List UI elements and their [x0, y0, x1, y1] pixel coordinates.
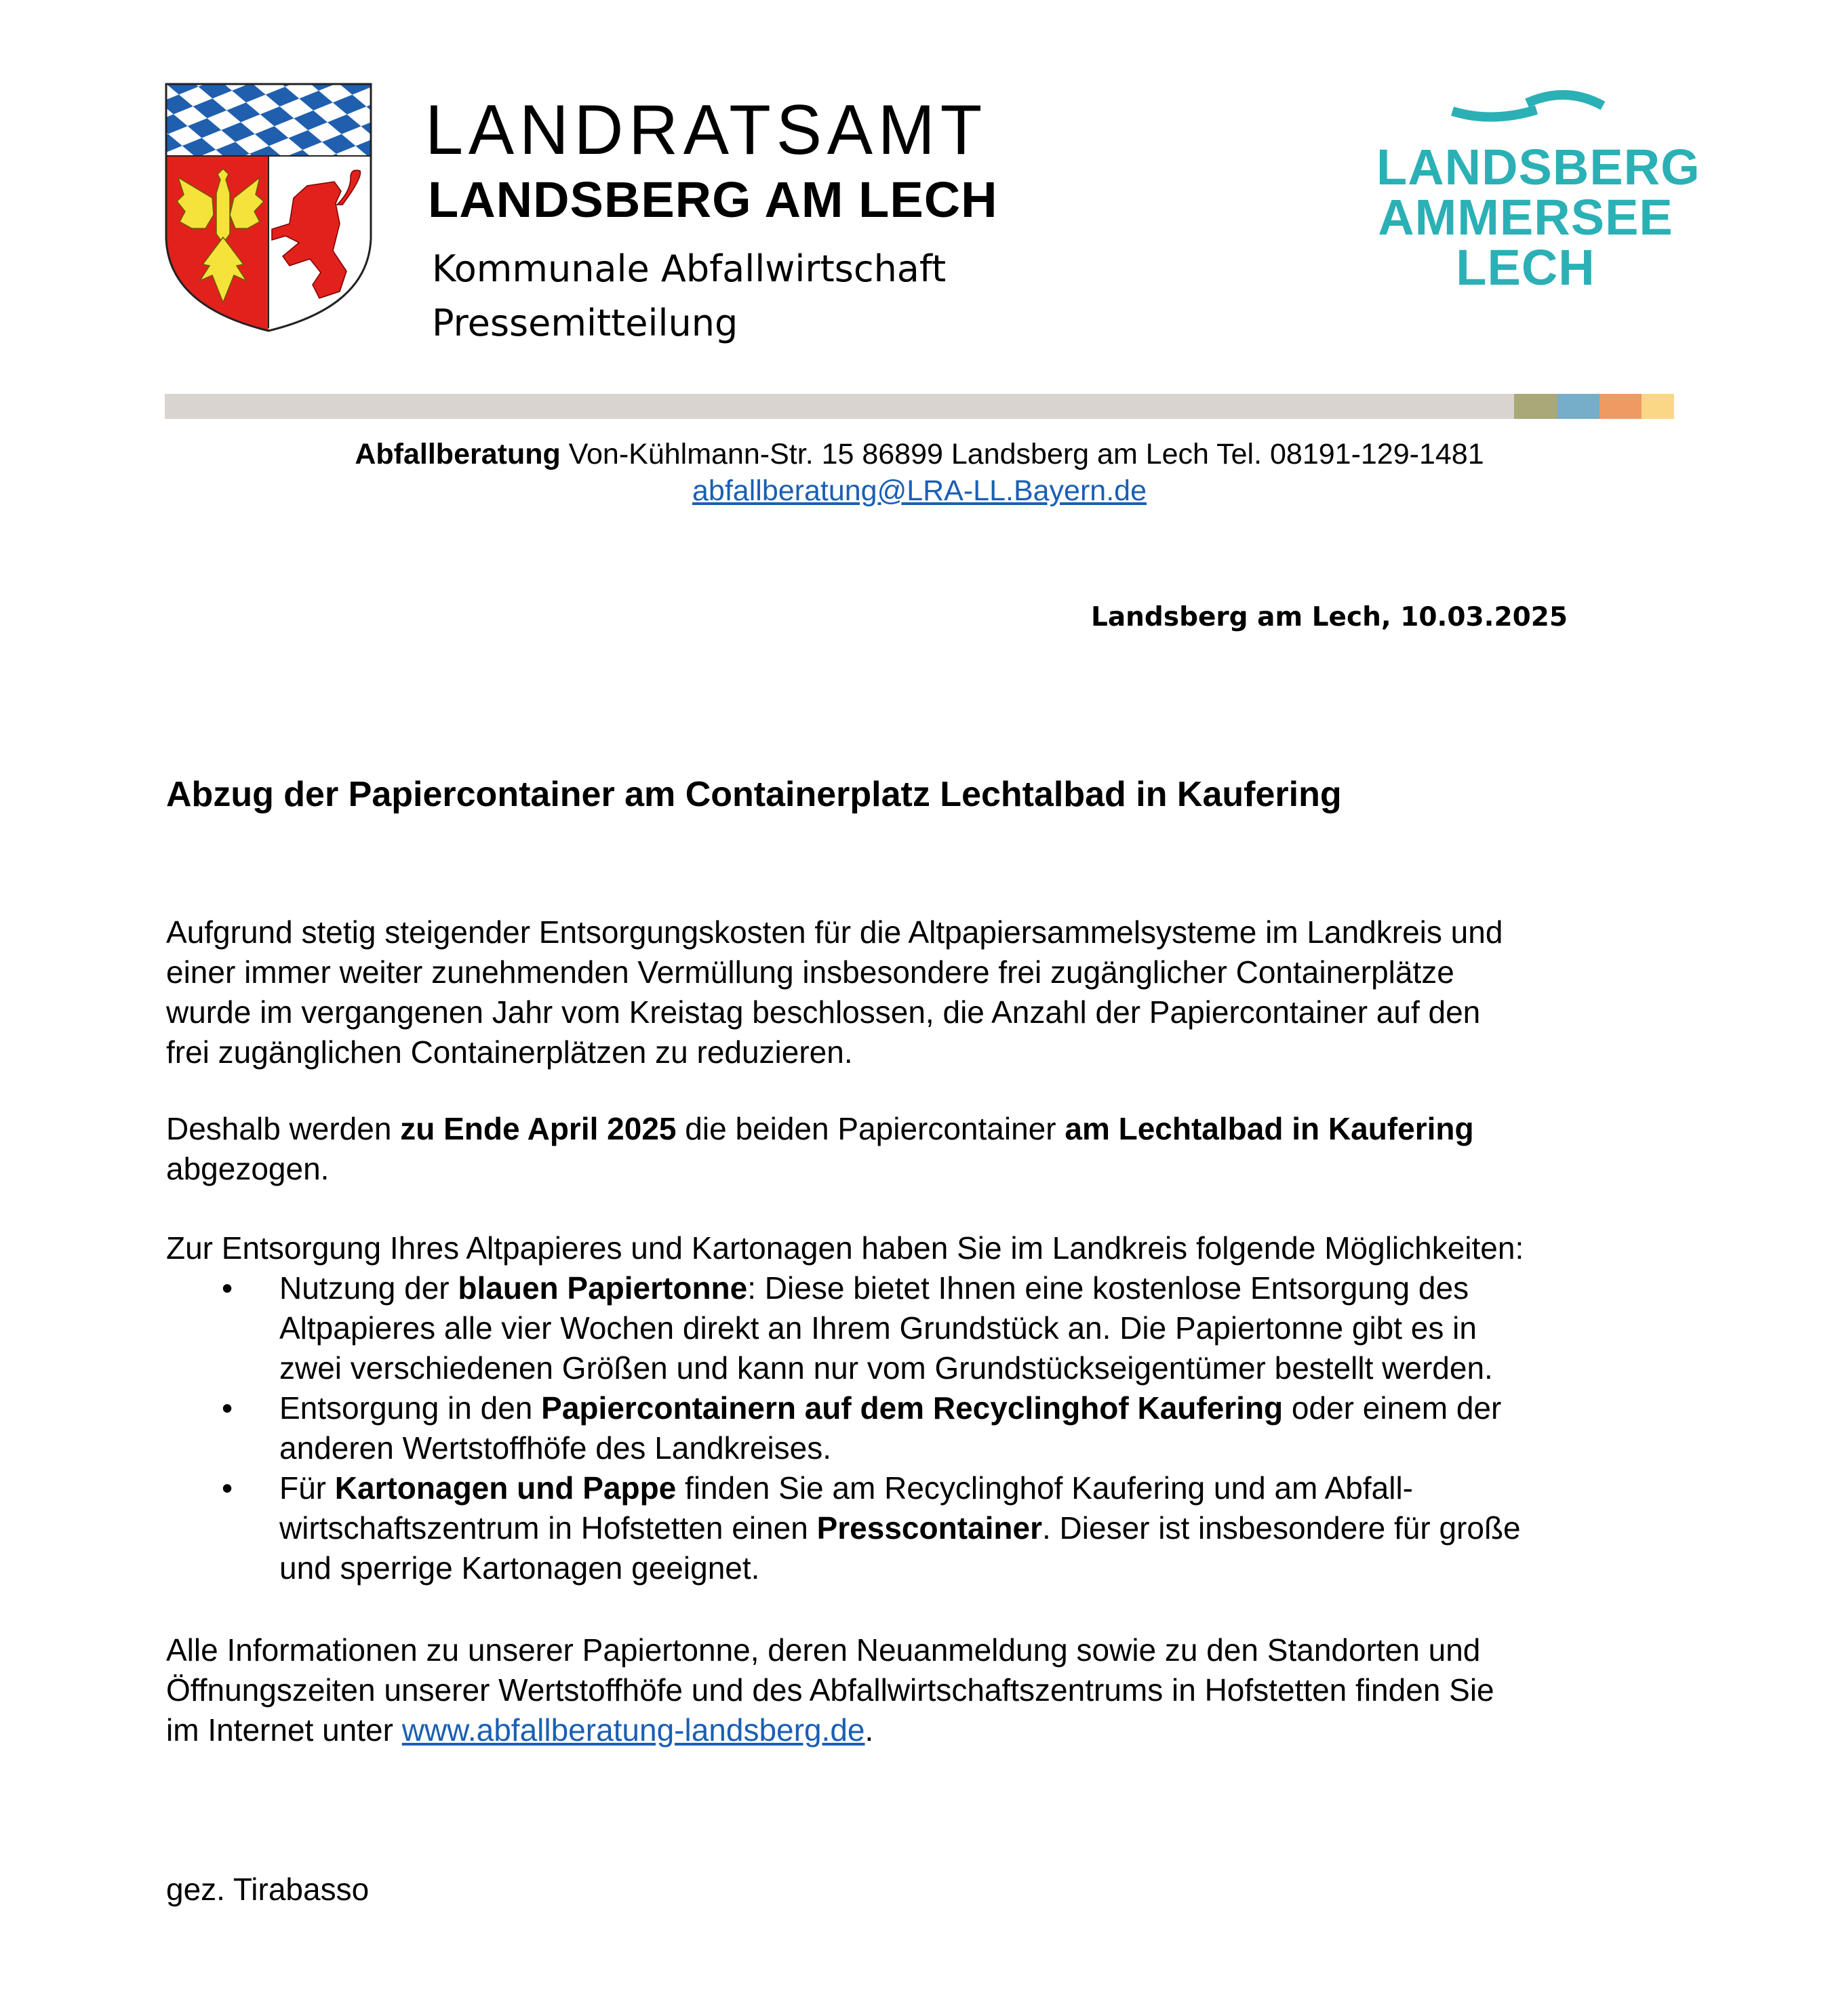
department-label: Kommunale Abfallwirtschaft — [432, 247, 947, 290]
paragraph-removal-notice — [166, 1109, 1685, 1189]
contact-block — [165, 436, 1674, 509]
press-release-headline: Abzug der Papiercontainer am Containerplatz Lechtalbad in Kaufering — [166, 775, 1342, 814]
bullet-icon: • — [222, 1470, 233, 1506]
text-span: die beiden Papiercontainer — [676, 1111, 1065, 1146]
colorbar-segment-yellow — [1642, 394, 1674, 419]
bullet-icon: • — [222, 1270, 233, 1306]
colorbar-segment-blue — [1557, 394, 1600, 419]
text-line: zwei verschiedenen Größen und kann nur vom Grundstückseigentümer bestellt werden. — [279, 1350, 1493, 1386]
wave-icon — [1376, 83, 1675, 137]
text-span: Entsorgung in den — [279, 1390, 542, 1426]
contact-label: Abfallberatung — [355, 438, 561, 470]
bold-span: Presscontainer — [816, 1510, 1042, 1546]
list-item — [166, 1268, 1685, 1388]
text-line: einer immer weiter zunehmenden Vermüllung insbesondere frei zugänglicher Containerplätze — [166, 954, 1454, 990]
list-item — [166, 1388, 1685, 1468]
text-line: anderen Wertstoffhöfe des Landkreises. — [279, 1430, 832, 1466]
bold-span: blauen Papiertonne — [458, 1270, 748, 1306]
document-type-label: Pressemitteilung — [432, 302, 738, 344]
removal-location: am Lechtalbad in Kaufering — [1065, 1111, 1474, 1146]
contact-line — [165, 436, 1674, 472]
text-span: wirtschaftszentrum in Hofstetten einen — [279, 1510, 817, 1546]
text-line: Aufgrund stetig steigender Entsorgungskosten für die Altpapiersammelsysteme im Landkreis und — [166, 914, 1503, 950]
text-line: Alle Informationen zu unserer Papiertonne, deren Neuanmeldung sowie zu den Standorten und — [166, 1632, 1481, 1668]
dateline: Landsberg am Lech, 10.03.2025 — [1091, 602, 1568, 632]
text-span: oder einem der — [1283, 1390, 1502, 1426]
contact-address: Von-Kühlmann-Str. 15 86899 Landsberg am Lech Tel. 08191-129-1481 — [560, 438, 1484, 470]
website-link[interactable]: www.abfallberatung-landsberg.de — [401, 1712, 865, 1748]
office-title: LANDRATSAMT — [425, 91, 987, 169]
text-span: . Dieser ist insbesondere für große — [1041, 1510, 1521, 1546]
text-line: Altpapieres alle vier Wochen direkt an Ihrem Grundstück an. Die Papiertonne gibt es in — [279, 1310, 1477, 1346]
text-line: wurde im vergangenen Jahr vom Kreistag beschlossen, die Anzahl der Papiercontainer auf den — [166, 994, 1481, 1030]
text-span: Deshalb werden — [166, 1111, 401, 1146]
text-span: im Internet unter — [166, 1712, 402, 1748]
text-line: frei zugänglichen Containerplätzen zu reduzieren. — [166, 1034, 853, 1070]
brand-line-3: LECH — [1456, 239, 1595, 296]
text-line: abgezogen. — [166, 1151, 330, 1186]
brand-line-2: AMMERSEE — [1378, 189, 1673, 245]
paragraph-more-info — [166, 1630, 1685, 1750]
text-span: finden Sie am Recyclinghof Kaufering und am Abfall- — [676, 1470, 1413, 1506]
colorbar-segment-orange — [1600, 394, 1642, 419]
bold-span: Papiercontainern auf dem Recyclinghof Kaufering — [541, 1390, 1284, 1426]
removal-date: zu Ende April 2025 — [400, 1111, 677, 1146]
colorbar-segment-olive — [1514, 394, 1557, 419]
text-line: Öffnungszeiten unserer Wertstoffhöfe und des Abfallwirtschaftszentrums in Hofstetten finden Sie — [166, 1672, 1494, 1708]
text-span: Für — [279, 1470, 335, 1506]
signature: gez. Tirabasso — [166, 1872, 370, 1907]
coat-of-arms-icon — [165, 83, 372, 332]
bold-span: Kartonagen und Pappe — [334, 1470, 677, 1506]
brand-line-1: LANDSBERG — [1376, 139, 1701, 195]
text-span: . — [865, 1712, 874, 1748]
text-line: und sperrige Kartonagen geeignet. — [279, 1550, 760, 1586]
text-span: : Diese bietet Ihnen eine kostenlose Entsorgung des — [747, 1270, 1469, 1306]
district-title: LANDSBERG AM LECH — [428, 172, 998, 228]
paragraph-options-intro: Zur Entsorgung Ihres Altpapieres und Kartonagen haben Sie im Landkreis folgende Möglichkeiten: — [166, 1230, 1524, 1266]
paragraph-intro — [166, 912, 1685, 1072]
text-span: Nutzung der — [279, 1270, 458, 1306]
header-color-bar — [165, 394, 1674, 419]
disposal-options-list — [166, 1268, 1685, 1588]
list-item — [166, 1468, 1685, 1588]
email-link[interactable]: abfallberatung@LRA-LL.Bayern.de — [692, 475, 1147, 507]
colorbar-segment-grey — [165, 394, 1514, 419]
bullet-icon: • — [222, 1390, 233, 1426]
regional-brand-logo — [1376, 83, 1701, 296]
